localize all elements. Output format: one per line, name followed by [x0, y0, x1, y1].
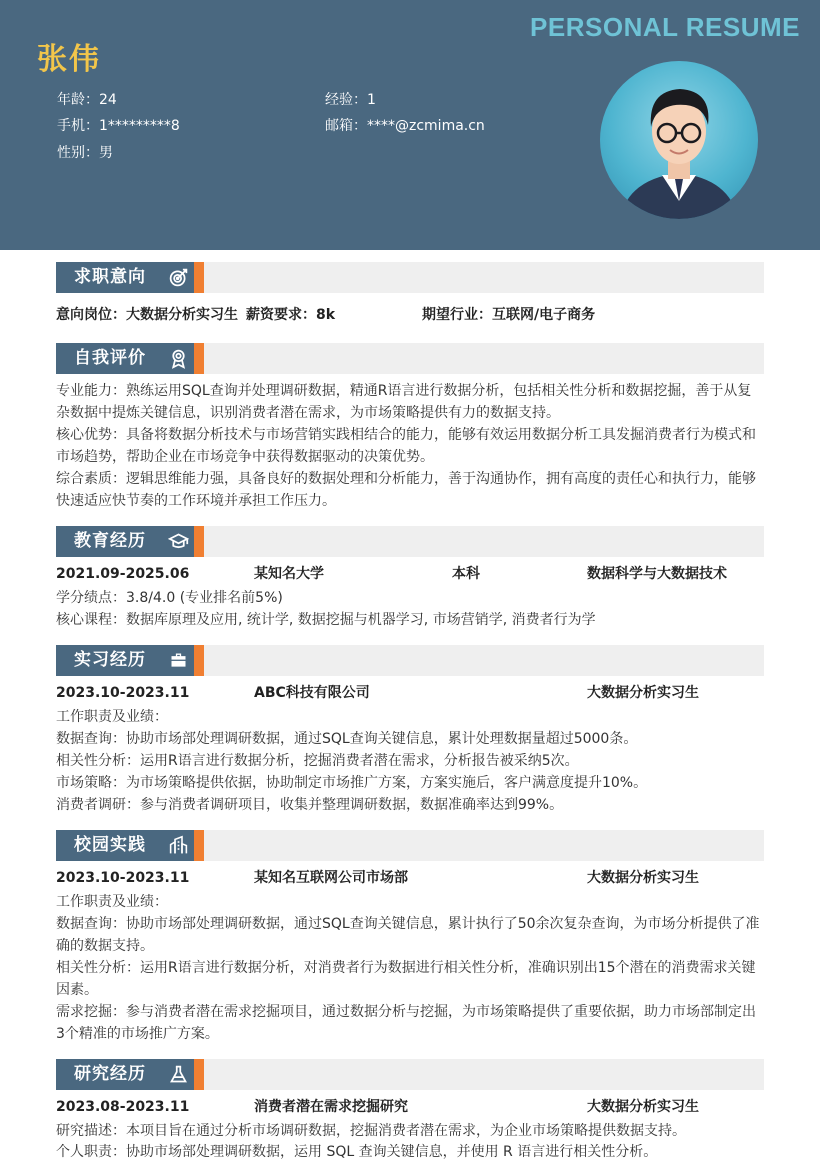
intern-line: 工作职责及业绩： [56, 709, 168, 725]
education-row [56, 563, 764, 585]
section-research [56, 1059, 764, 1090]
campus-line: 需求挖掘：参与消费者潜在需求挖掘项目，通过数据分析与挖掘，为市场策略提供了重要依据，助力市场部制定出3个精准的市场推广方案。 [56, 1004, 756, 1042]
edu-courses: 核心课程：数据库原理及应用, 统计学, 数据挖掘与机器学习, 市场营销学, 消费者行为学 [56, 612, 596, 628]
self-eval-quality: 综合素质：逻辑思维能力强，具备良好的数据处理和分析能力，善于沟通协作，拥有高度的责任心和执行力，能够快速适应快节奏的工作环境并承担工作压力。 [56, 471, 756, 509]
self-eval-advantage: 核心优势：具备将数据分析技术与市场营销实践相结合的能力，能够有效运用数据分析工具发掘消费者行为模式和市场趋势，帮助企业在市场竞争中获得数据驱动的决策优势。 [56, 427, 756, 465]
section-internship [56, 645, 764, 676]
intern-line: 相关性分析：运用R语言进行数据分析，挖掘消费者潜在需求，分析报告被采纳5次。 [56, 753, 579, 769]
edu-degree: 本科 [452, 566, 480, 582]
section-title: 校园实践 [74, 835, 146, 855]
research-project: 消费者潜在需求挖掘研究 [254, 1099, 408, 1115]
section-tab [56, 830, 204, 861]
intent-position: 意向岗位：大数据分析实习生 [56, 307, 238, 323]
section-tab [56, 526, 204, 557]
research-row [56, 1096, 764, 1118]
building-icon [168, 835, 189, 856]
experience-info: 经验：1 [325, 92, 376, 108]
section-education [56, 526, 764, 557]
intern-line: 数据查询：协助市场部处理调研数据，通过SQL查询关键信息，累计处理数据量超过5000条。 [56, 731, 638, 747]
phone-info: 手机：1*********8 [57, 118, 180, 134]
edu-gpa: 学分绩点：3.8/4.0 (专业排名前5%) [56, 590, 283, 606]
section-tab [56, 262, 204, 293]
candidate-name: 张伟 [37, 42, 101, 77]
section-campus-practice [56, 830, 764, 861]
edu-major: 数据科学与大数据技术 [587, 566, 727, 582]
intern-line: 消费者调研：参与消费者调研项目，收集并整理调研数据，数据准确率达到99%。 [56, 797, 564, 813]
banner-title: PERSONAL RESUME [530, 12, 800, 42]
campus-line: 相关性分析：运用R语言进行数据分析，对消费者行为数据进行相关性分析，准确识别出15个潜在的消费需求关键因素。 [56, 960, 756, 998]
campus-role: 大数据分析实习生 [587, 870, 699, 886]
campus-row [56, 867, 764, 889]
section-tab [56, 343, 204, 374]
internship-row [56, 682, 764, 704]
briefcase-icon [168, 650, 189, 671]
section-title: 研究经历 [74, 1064, 146, 1084]
intern-company: ABC科技有限公司 [254, 685, 370, 701]
section-self-evaluation [56, 343, 764, 374]
section-title: 实习经历 [74, 650, 146, 670]
resume-header [0, 0, 820, 250]
gender-info: 性别：男 [57, 145, 113, 161]
campus-date: 2023.10-2023.11 [56, 870, 190, 886]
section-tab [56, 645, 204, 676]
edu-school: 某知名大学 [254, 566, 324, 582]
campus-line: 工作职责及业绩： [56, 894, 168, 910]
section-title: 教育经历 [74, 531, 146, 551]
award-icon [168, 348, 189, 369]
campus-org: 某知名互联网公司市场部 [254, 870, 408, 886]
research-line: 研究描述：本项目旨在通过分析市场调研数据，挖掘消费者潜在需求，为企业市场策略提供数据支持。 [56, 1123, 686, 1139]
research-role: 大数据分析实习生 [587, 1099, 699, 1115]
email-info: 邮箱：****@zcmima.cn [325, 118, 485, 134]
section-title: 求职意向 [74, 267, 146, 287]
avatar [600, 61, 758, 219]
graduation-cap-icon [168, 531, 189, 552]
research-date: 2023.08-2023.11 [56, 1099, 190, 1115]
job-intent-row [56, 304, 764, 326]
intent-salary: 薪资要求：8k [246, 307, 336, 323]
campus-line: 数据查询：协助市场部处理调研数据，通过SQL查询关键信息，累计执行了50余次复杂查询，为市场分析提供了准确的数据支持。 [56, 916, 760, 954]
section-job-intent [56, 262, 764, 293]
self-eval-ability: 专业能力：熟练运用SQL查询并处理调研数据，精通R语言进行数据分析，包括相关性分析和数据挖掘，善于从复杂数据中提炼关键信息，识别消费者潜在需求，为市场策略提供有力的数据支持。 [56, 383, 752, 421]
flask-icon [168, 1064, 189, 1085]
section-title: 自我评价 [74, 348, 146, 368]
intent-industry: 期望行业：互联网/电子商务 [422, 307, 596, 323]
age-info: 年龄：24 [57, 92, 117, 108]
research-line: 个人职责：协助市场部处理调研数据，运用 SQL 查询关键信息，并使用 R 语言进行相关性分析。 [56, 1144, 658, 1160]
edu-date: 2021.09-2025.06 [56, 566, 190, 582]
target-icon [168, 267, 189, 288]
section-tab [56, 1059, 204, 1090]
intern-line: 市场策略：为市场策略提供依据，协助制定市场推广方案，方案实施后，客户满意度提升10%。 [56, 775, 648, 791]
intern-date: 2023.10-2023.11 [56, 685, 190, 701]
intern-role: 大数据分析实习生 [587, 685, 699, 701]
